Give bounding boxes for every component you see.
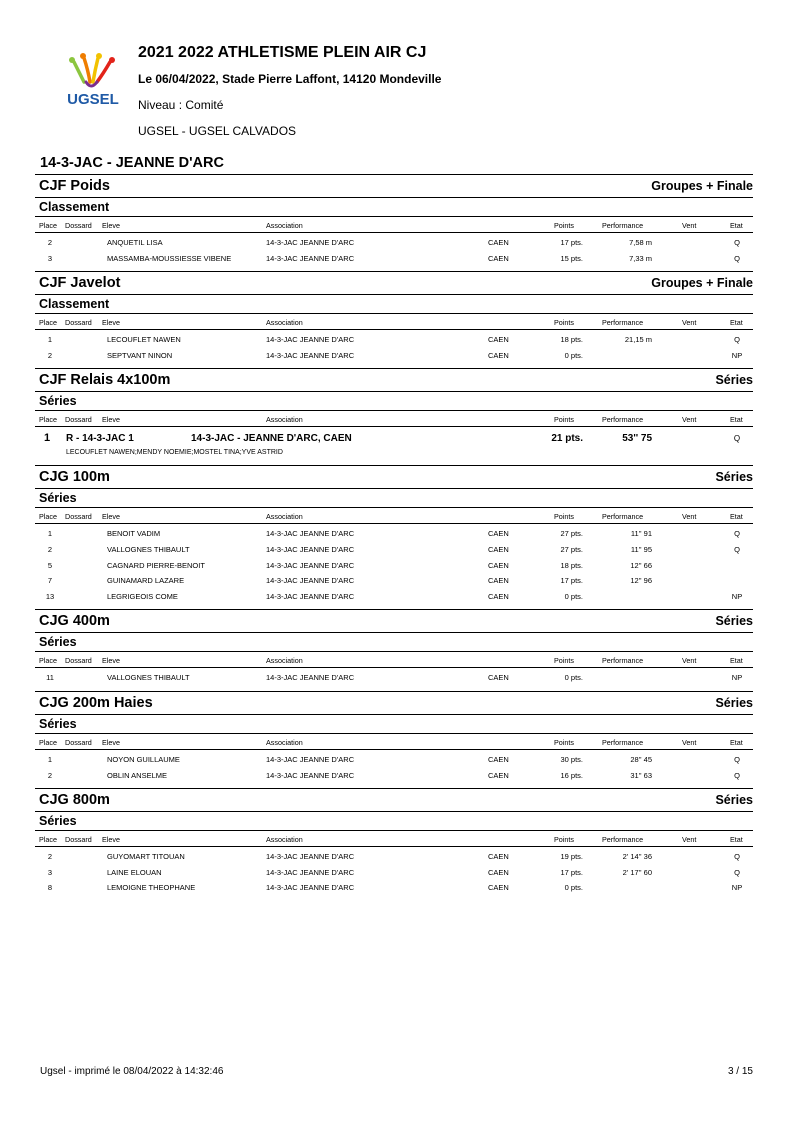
col-header-performance: Performance [602, 415, 644, 425]
cell-etat: Q [734, 529, 740, 539]
event-section [35, 691, 753, 788]
table-body [35, 847, 753, 901]
table-body [35, 524, 753, 609]
cell-etat: Q [734, 770, 740, 780]
col-header-performance: Performance [602, 318, 644, 328]
cell-eleve: GUYOMART TITOUAN [107, 852, 185, 862]
cell-place: 5 [47, 560, 53, 570]
col-header-dossard: Dossard [65, 221, 92, 230]
col-header-dossard: Dossard [65, 318, 92, 328]
table-row [35, 753, 753, 769]
cell-city: CAEN [488, 754, 509, 764]
cell-performance: 2' 14'' 36 [622, 852, 652, 862]
cell-association: 14-3-JAC JEANNE D'ARC [266, 560, 355, 570]
cell-etat: Q [734, 754, 740, 764]
table-row [35, 881, 753, 897]
table-row [35, 349, 753, 365]
table-body [35, 233, 753, 271]
cell-etat: NP [731, 591, 743, 601]
cell-association: 14-3-JAC JEANNE D'ARC [266, 335, 355, 345]
relay-row [35, 430, 753, 447]
table-row [35, 236, 753, 252]
col-header-eleve: Eleve [102, 835, 120, 845]
table-header [35, 830, 753, 847]
table-row [35, 527, 753, 543]
cell-association: 14-3-JAC JEANNE D'ARC [266, 770, 355, 780]
event-header [35, 609, 753, 632]
table-header [35, 651, 753, 668]
event-subtitle-label: Classement [39, 297, 110, 312]
cell-eleve: OBLIN ANSELME [107, 770, 168, 780]
cell-points: 15 pts. [560, 253, 583, 263]
col-header-points: Points [554, 737, 574, 747]
ugsel-logo [60, 52, 126, 108]
table-row [35, 574, 753, 590]
cell-performance: 28'' 45 [630, 754, 652, 764]
event-phase: Séries [715, 470, 753, 485]
cell-place: 1 [44, 432, 51, 445]
cell-points: 18 pts. [560, 560, 583, 570]
cell-etat: Q [734, 852, 740, 862]
relay-members [35, 447, 753, 461]
cell-etat: NP [731, 350, 743, 360]
cell-place: 7 [47, 576, 53, 586]
col-header-vent: Vent [682, 221, 697, 230]
event-header [35, 465, 753, 488]
table-body [35, 330, 753, 368]
table-body [35, 750, 753, 788]
cell-place: 1 [47, 754, 53, 764]
cell-city: CAEN [488, 883, 509, 893]
col-header-association: Association [266, 512, 303, 522]
event-header [35, 691, 753, 714]
event-phase: Groupes + Finale [651, 179, 753, 193]
col-header-association: Association [266, 656, 303, 666]
cell-eleve: VALLOGNES THIBAULT [107, 673, 190, 683]
cell-eleve: GUINAMARD LAZARE [107, 576, 185, 586]
col-header-association: Association [266, 737, 303, 747]
col-header-dossard: Dossard [65, 415, 92, 425]
event-subtitle [35, 294, 753, 313]
cell-etat: Q [733, 434, 741, 444]
cell-eleve: LEMOIGNE THEOPHANE [107, 883, 196, 893]
event-phase: Séries [715, 793, 753, 808]
event-section [35, 609, 753, 691]
event-subtitle [35, 632, 753, 651]
col-header-performance: Performance [602, 737, 644, 747]
cell-association: 14-3-JAC JEANNE D'ARC [266, 350, 355, 360]
report-header [0, 0, 793, 150]
col-header-points: Points [554, 415, 574, 425]
table-header [35, 410, 753, 427]
col-header-performance: Performance [602, 835, 644, 845]
col-header-etat: Etat [730, 512, 743, 522]
table-header [35, 216, 753, 233]
col-header-dossard: Dossard [65, 656, 92, 666]
cell-city: CAEN [488, 529, 509, 539]
cell-eleve: MASSAMBA-MOUSSIESSE VIBENE [107, 253, 232, 263]
cell-points: 17 pts. [560, 576, 583, 586]
footer-printed: Ugsel - imprimé le 08/04/2022 à 14:32:46 [40, 1066, 224, 1077]
table-row [35, 769, 753, 785]
cell-city: CAEN [488, 591, 509, 601]
cell-performance: 7,33 m [629, 253, 652, 263]
col-header-eleve: Eleve [102, 221, 120, 230]
cell-association: 14-3-JAC JEANNE D'ARC [266, 852, 355, 862]
col-header-vent: Vent [682, 835, 697, 845]
col-header-eleve: Eleve [102, 415, 120, 425]
cell-association: 14-3-JAC JEANNE D'ARC [266, 673, 355, 683]
event-name: CJG 800m [39, 792, 110, 809]
report-level: Niveau : Comité [138, 98, 224, 112]
col-header-place: Place [39, 835, 57, 845]
event-name: CJF Relais 4x100m [39, 372, 171, 389]
club-title: 14-3-JAC - JEANNE D'ARC [40, 155, 224, 171]
cell-performance: 2' 17'' 60 [622, 867, 652, 877]
cell-etat: Q [734, 544, 740, 554]
cell-place: 2 [47, 770, 53, 780]
cell-eleve: ANQUETIL LISA [107, 238, 163, 247]
cell-eleve: VALLOGNES THIBAULT [107, 544, 190, 554]
cell-place: 13 [45, 591, 55, 601]
event-section [35, 465, 753, 609]
table-row [35, 559, 753, 575]
col-header-association: Association [266, 415, 303, 425]
cell-city: CAEN [488, 544, 509, 554]
cell-points: 17 pts. [560, 867, 583, 877]
col-header-dossard: Dossard [65, 737, 92, 747]
event-name: CJF Poids [39, 178, 110, 194]
event-phase: Séries [715, 695, 753, 710]
cell-points: 30 pts. [560, 754, 583, 764]
cell-eleve: SEPTVANT NINON [107, 350, 173, 360]
cell-place: 11 [46, 673, 54, 683]
cell-performance: 11'' 91 [630, 529, 652, 539]
col-header-eleve: Eleve [102, 656, 120, 666]
cell-performance: 7,58 m [629, 238, 652, 247]
cell-city: CAEN [488, 335, 509, 345]
event-header [35, 368, 753, 391]
cell-points: 0 pts. [564, 883, 583, 893]
col-header-points: Points [554, 318, 574, 328]
col-header-performance: Performance [602, 221, 644, 230]
col-header-vent: Vent [682, 415, 697, 425]
col-header-dossard: Dossard [65, 835, 92, 845]
table-row [35, 333, 753, 349]
event-subtitle-label: Classement [39, 200, 110, 214]
col-header-performance: Performance [602, 512, 644, 522]
cell-city: CAEN [488, 350, 509, 360]
cell-city: CAEN [488, 238, 509, 247]
cell-points: 16 pts. [560, 770, 583, 780]
event-name: CJG 100m [39, 469, 110, 486]
event-header [35, 271, 753, 294]
table-row [35, 590, 753, 606]
event-section [35, 368, 753, 465]
cell-points: 19 pts. [560, 852, 583, 862]
cell-association: 14-3-JAC JEANNE D'ARC [266, 576, 355, 586]
col-header-eleve: Eleve [102, 737, 120, 747]
col-header-etat: Etat [730, 318, 743, 328]
event-name: CJG 400m [39, 613, 110, 630]
event-subtitle-label: Séries [39, 716, 77, 731]
cell-points: 0 pts. [564, 591, 583, 601]
cell-city: CAEN [488, 576, 509, 586]
report-title: 2021 2022 ATHLETISME PLEIN AIR CJ [138, 44, 427, 61]
table-row [35, 543, 753, 559]
col-header-vent: Vent [682, 656, 697, 666]
table-row [35, 850, 753, 866]
events-list [0, 174, 793, 901]
cell-etat: Q [734, 238, 740, 247]
event-subtitle [35, 811, 753, 830]
event-section [35, 271, 753, 368]
table-body [35, 668, 753, 691]
cell-performance: 53'' 75 [622, 433, 652, 445]
cell-association: 14-3-JAC JEANNE D'ARC [266, 238, 355, 247]
cell-eleve: LEGRIGEOIS COME [107, 591, 178, 601]
col-header-etat: Etat [730, 737, 743, 747]
cell-city: CAEN [488, 770, 509, 780]
cell-place: 2 [47, 238, 53, 247]
cell-association: 14-3-JAC JEANNE D'ARC [266, 867, 355, 877]
cell-association: 14-3-JAC JEANNE D'ARC [266, 591, 355, 601]
col-header-place: Place [39, 656, 57, 666]
col-header-association: Association [266, 221, 303, 230]
col-header-points: Points [554, 221, 574, 230]
ugsel-logo-icon [60, 52, 126, 108]
col-header-points: Points [554, 835, 574, 845]
col-header-association: Association [266, 835, 303, 845]
report-organization: UGSEL - UGSEL CALVADOS [138, 124, 297, 138]
event-name: CJG 200m Haies [39, 694, 153, 711]
cell-place: 2 [47, 852, 53, 862]
col-header-association: Association [266, 318, 303, 328]
cell-place: 8 [47, 883, 53, 893]
event-subtitle [35, 488, 753, 507]
cell-etat: Q [734, 335, 740, 345]
cell-place: 1 [47, 529, 53, 539]
cell-etat: NP [731, 673, 743, 683]
cell-city: CAEN [488, 560, 509, 570]
event-header [35, 174, 753, 197]
cell-eleve: BENOIT VADIM [107, 529, 161, 539]
cell-team: R - 14-3-JAC 1 [66, 433, 134, 445]
cell-city: CAEN [488, 673, 509, 683]
cell-association: 14-3-JAC JEANNE D'ARC [266, 529, 355, 539]
col-header-place: Place [39, 318, 57, 328]
cell-performance: 21,15 m [624, 335, 652, 345]
cell-eleve: LECOUFLET NAWEN [107, 335, 181, 345]
cell-eleve: CAGNARD PIERRE-BENOIT [107, 560, 205, 570]
col-header-dossard: Dossard [65, 512, 92, 522]
cell-association: 14-3-JAC JEANNE D'ARC [266, 754, 355, 764]
event-name: CJF Javelot [39, 275, 121, 292]
event-subtitle [35, 197, 753, 216]
col-header-place: Place [39, 737, 57, 747]
event-phase: Séries [715, 614, 753, 629]
cell-association: 14-3-JAC JEANNE D'ARC [266, 253, 355, 263]
cell-city: CAEN [488, 852, 509, 862]
table-row [35, 671, 753, 687]
event-subtitle [35, 391, 753, 410]
cell-association: 14-3-JAC - JEANNE D'ARC, CAEN [191, 433, 352, 445]
event-subtitle-label: Séries [39, 635, 77, 650]
col-header-eleve: Eleve [102, 512, 120, 522]
col-header-etat: Etat [730, 835, 743, 845]
col-header-points: Points [554, 656, 574, 666]
event-subtitle-label: Séries [39, 394, 77, 409]
event-phase: Séries [715, 373, 753, 388]
table-row [35, 866, 753, 882]
cell-points: 0 pts. [564, 350, 583, 360]
cell-place: 2 [47, 544, 53, 554]
col-header-eleve: Eleve [102, 318, 120, 328]
cell-place: 3 [47, 867, 53, 877]
col-header-performance: Performance [602, 656, 644, 666]
col-header-place: Place [39, 415, 57, 425]
col-header-vent: Vent [682, 318, 697, 328]
event-phase: Groupes + Finale [651, 276, 753, 291]
event-section [35, 788, 753, 901]
cell-eleve: NOYON GUILLAUME [107, 754, 180, 764]
cell-points: 18 pts. [560, 335, 583, 345]
cell-association: 14-3-JAC JEANNE D'ARC [266, 883, 355, 893]
table-header [35, 313, 753, 330]
table-header [35, 507, 753, 524]
cell-place: 2 [47, 350, 53, 360]
cell-etat: Q [734, 867, 740, 877]
event-section [35, 174, 753, 271]
cell-points: 21 pts. [551, 433, 583, 445]
cell-place: 3 [47, 253, 53, 263]
cell-performance: 31'' 63 [630, 770, 652, 780]
cell-points: 27 pts. [560, 529, 583, 539]
table-body [35, 427, 753, 465]
cell-etat: Q [734, 253, 740, 263]
cell-performance: 11'' 95 [630, 544, 652, 554]
col-header-points: Points [554, 512, 574, 522]
cell-association: 14-3-JAC JEANNE D'ARC [266, 544, 355, 554]
col-header-place: Place [39, 221, 57, 230]
col-header-etat: Etat [730, 656, 743, 666]
cell-place: 1 [47, 335, 53, 345]
cell-eleve: LAINE ELOUAN [107, 867, 162, 877]
table-row [35, 252, 753, 268]
col-header-vent: Vent [682, 512, 697, 522]
cell-performance: 12'' 66 [630, 560, 652, 570]
report-date-place: Le 06/04/2022, Stade Pierre Laffont, 14120 Mondeville [138, 72, 442, 86]
event-header [35, 788, 753, 811]
col-header-vent: Vent [682, 737, 697, 747]
event-subtitle-label: Séries [39, 814, 77, 829]
cell-points: 17 pts. [560, 238, 583, 247]
cell-city: CAEN [488, 253, 509, 263]
relay-members-list: LECOUFLET NAWEN;MENDY NOEMIE;MOSTEL TINA;YVE ASTRID [66, 449, 283, 457]
footer-page-number: 3 / 15 [727, 1066, 753, 1077]
col-header-etat: Etat [730, 221, 743, 230]
cell-etat: NP [731, 883, 743, 893]
cell-performance: 12'' 96 [630, 576, 652, 586]
cell-points: 0 pts. [564, 673, 583, 683]
svg-text:UGSEL: UGSEL [67, 91, 119, 108]
event-subtitle [35, 714, 753, 733]
event-subtitle-label: Séries [39, 491, 77, 506]
cell-city: CAEN [488, 867, 509, 877]
table-header [35, 733, 753, 750]
col-header-place: Place [39, 512, 57, 522]
col-header-etat: Etat [730, 415, 743, 425]
cell-points: 27 pts. [560, 544, 583, 554]
